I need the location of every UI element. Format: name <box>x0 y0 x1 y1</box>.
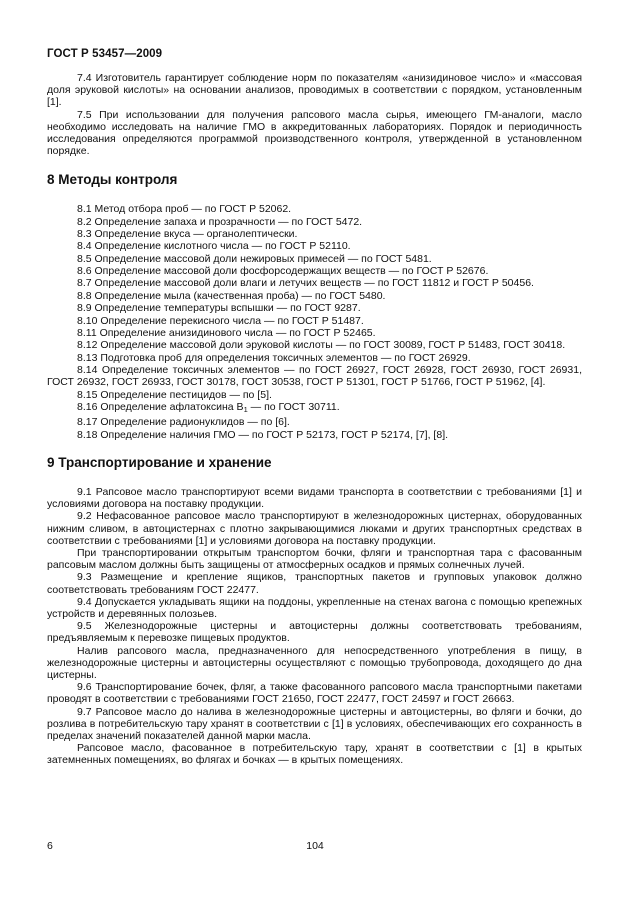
paragraph: 9.3 Размещение и крепление ящиков, транспортных пакетов и групповых упаковок должно соответствовать требованиям ГОСТ 22477. <box>47 571 582 596</box>
paragraph: 9.6 Транспортирование бочек, фляг, а также фасованного рапсового масла транспортными пакетами проводят в соответствии с требованиями ГОСТ 21650, ГОСТ 22477, ГОСТ 24597 и ГОСТ 26663. <box>47 681 582 706</box>
document-body <box>47 72 582 767</box>
list-item: 8.4 Определение кислотного числа — по ГОСТ Р 52110. <box>77 240 351 253</box>
paragraph: Налив рапсового масла, предназначенного для непосредственного употребления в пищу, в железнодорожные цистерны и автоцистерны осуществляют с помощью трубопровода, доходящего до дна цистерны. <box>47 644 582 681</box>
list-item: 8.6 Определение массовой доли фосфорсодержащих веществ — по ГОСТ Р 52676. <box>77 265 489 278</box>
paragraph: 9.2 Нефасованное рапсовое масло транспортируют в железнодорожных цистернах, оборудованных нижним сливом, в автоцистернах с плотно закрывающимися люками и других транспортных средствах в соответствии с требованиями [1] и условиями договора на поставку продукции. <box>47 510 582 547</box>
paragraph-7-4: 7.4 Изготовитель гарантирует соблюдение норм по показателям «анизидиновое число» и «массовая доля эруковой кислоты» на основании анализов, проводимых в соответствии с порядком, установленным [1]. <box>47 72 582 109</box>
list-item: 8.15 Определение пестицидов — по [5]. <box>77 388 272 401</box>
document-header: ГОСТ Р 53457—2009 <box>47 48 163 60</box>
list-item: 8.11 Определение анизидинового числа — по ГОСТ Р 52465. <box>77 326 376 339</box>
section-8-heading: 8 Методы контроля <box>47 172 178 188</box>
list-item: 8.7 Определение массовой доли влаги и летучих веществ — по ГОСТ 11812 и ГОСТ Р 50456. <box>77 277 534 290</box>
list-item: 8.9 Определение температуры вспышки — по ГОСТ 9287. <box>77 302 361 315</box>
paragraph: 9.7 Рапсовое масло до налива в железнодорожные цистерны и автоцистерны, во фляги и бочки, до розлива в потребительскую тару хранят в соответствии с [1] в условиях, обеспечивающих его сохранность в пределах значений показателей данной марки масла. <box>47 705 582 743</box>
list-item: 8.10 Определение перекисного числа — по ГОСТ Р 51487. <box>77 314 364 327</box>
list-item: 8.14 Определение токсичных элементов — по ГОСТ 26927, ГОСТ 26928, ГОСТ 26930, ГОСТ 26931, ГОСТ 26932, ГОСТ 26933, ГОСТ 30178, ГОСТ 30538, ГОСТ Р 51301, ГОСТ Р 51766, ГОСТ Р 51962, [4]. <box>47 363 582 389</box>
section-9-heading: 9 Транспортирование и хранение <box>47 454 272 470</box>
list-item: 8.5 Определение массовой доли нежировых примесей — по ГОСТ 5481. <box>77 252 432 265</box>
list-item: 8.12 Определение массовой доли эруковой кислоты — по ГОСТ 30089, ГОСТ Р 51483, ГОСТ 30418. <box>77 339 566 352</box>
paragraph-7-5: 7.5 При использовании для получения рапсового масла сырья, имеющего ГМ-аналоги, масло необходимо исследовать на наличие ГМО в аккредитованных лабораториях. Порядок и периодичность исследования определяются программой производственного контроля, утвержденной в установленном порядке. <box>47 108 582 158</box>
list-item: 8.17 Определение радионуклидов — по [6]. <box>77 416 290 429</box>
list-item: 8.2 Определение запаха и прозрачности — по ГОСТ 5472. <box>77 215 363 228</box>
paragraph: При транспортировании открытым транспортом бочки, фляги и транспортная тара с фасованным рапсовым маслом должны быть защищены от атмосферных осадков и прямых солнечных лучей. <box>47 546 582 572</box>
paragraph: Рапсовое масло, фасованное в потребительскую тару, хранят в соответствии с [1] в крытых затемненных помещениях, во флягах и бочках — в крытых помещениях. <box>47 742 582 767</box>
list-item-text: — по ГОСТ 30711. <box>247 400 340 413</box>
paragraph: 9.1 Рапсовое масло транспортируют всеми видами транспорта в соответствии с требованиями [1] и условиями договора на поставку продукции. <box>47 485 582 511</box>
list-item: 8.8 Определение мыла (качественная проба) — по ГОСТ 5480. <box>77 289 386 302</box>
paragraph: 9.5 Железнодорожные цистерны и автоцистерны должны соответствовать требованиям, предъявляемым к перевозке пищевых продуктов. <box>47 620 582 645</box>
paragraph: 9.4 Допускается укладывать ящики на поддоны, укрепленные на стенах вагона с помощью крепежных устройств и деревянных полозьев. <box>47 595 582 620</box>
page-number-center: 104 <box>306 840 324 852</box>
subscript: 1 <box>243 404 248 414</box>
list-item-text: 8.16 Определение афлатоксина В <box>77 400 244 413</box>
list-item: 8.18 Определение наличия ГМО — по ГОСТ Р 52173, ГОСТ Р 52174, [7], [8]. <box>77 428 449 441</box>
list-item: 8.1 Метод отбора проб — по ГОСТ Р 52062. <box>77 203 292 216</box>
list-item-8-16 <box>47 401 582 416</box>
page-number-left: 6 <box>47 840 53 852</box>
list-item: 8.13 Подготовка проб для определения токсичных элементов — по ГОСТ 26929. <box>77 351 471 364</box>
list-item: 8.3 Определение вкуса — органолептически. <box>77 228 298 241</box>
